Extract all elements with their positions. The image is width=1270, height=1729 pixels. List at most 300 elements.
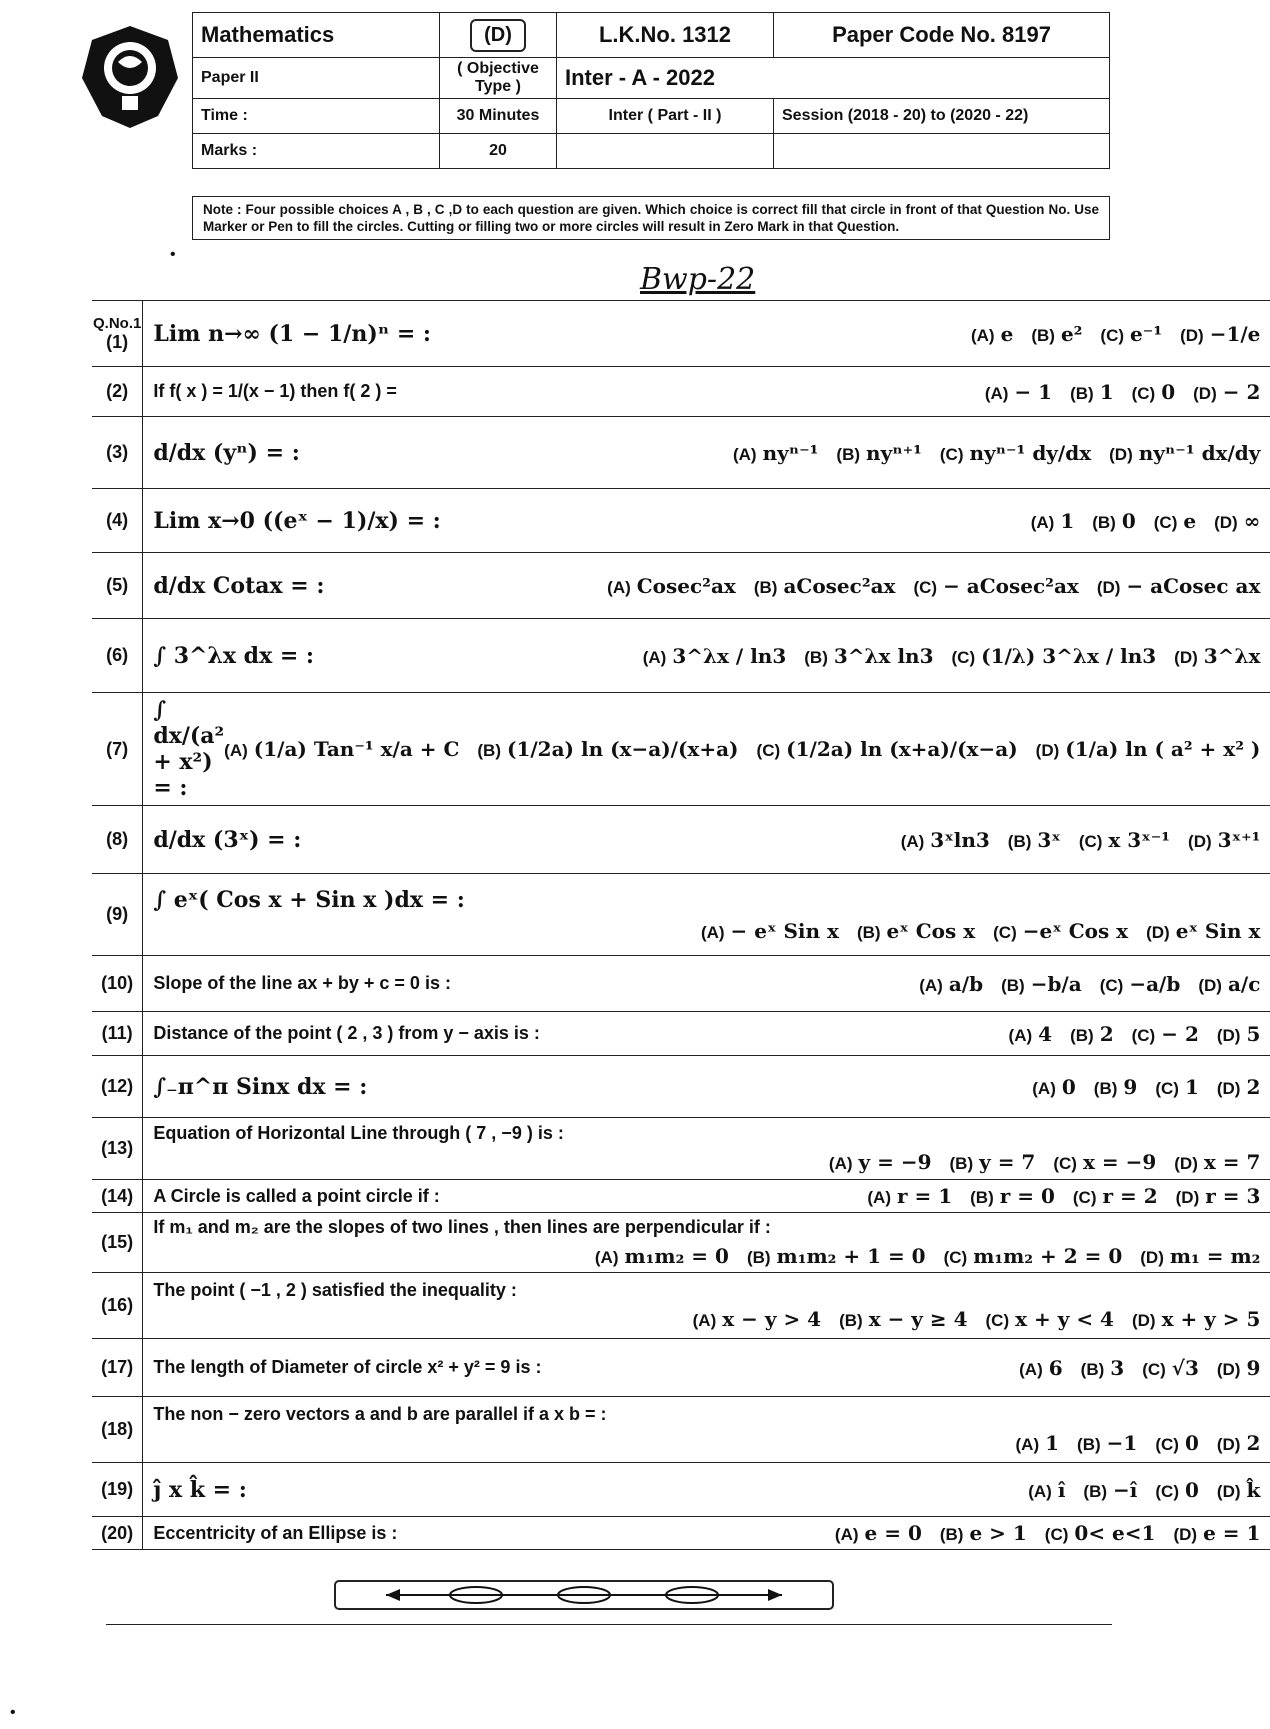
answer-option[interactable] xyxy=(1092,509,1136,533)
option-value: 2 xyxy=(1099,1021,1114,1046)
option-letter: (A) xyxy=(900,831,925,851)
answer-option[interactable] xyxy=(1001,972,1082,996)
option-value: − eˣ Sin x xyxy=(730,918,839,943)
option-letter: (B) xyxy=(1083,1481,1108,1501)
option-value: 6 xyxy=(1048,1355,1063,1380)
option-value: x − y > 4 xyxy=(722,1307,822,1331)
option-value: − aCosec ax xyxy=(1126,573,1261,598)
question-stem: ĵ x k̂ = : xyxy=(153,1476,247,1503)
answer-option[interactable] xyxy=(1094,1075,1138,1099)
answer-option[interactable] xyxy=(835,1521,922,1545)
answer-option[interactable] xyxy=(1073,1184,1158,1208)
option-value: y = −9 xyxy=(858,1150,932,1174)
option-value: 3^λx / ln3 xyxy=(672,643,787,668)
answer-option[interactable] xyxy=(1217,1478,1260,1502)
option-letter: (C) xyxy=(1142,1359,1166,1379)
question-stem: Distance of the point ( 2 , 3 ) from y − axis is : xyxy=(153,1023,540,1043)
question-number: (7) xyxy=(106,738,129,759)
question-stem: The point ( −1 , 2 ) satisfied the inequality : xyxy=(153,1280,517,1300)
option-value: î xyxy=(1057,1477,1066,1502)
answer-options xyxy=(153,1431,1260,1455)
option-value: (1/λ) 3^λx / ln3 xyxy=(981,643,1157,668)
answer-options xyxy=(835,1521,1260,1545)
answer-option[interactable] xyxy=(701,919,839,943)
answer-option[interactable] xyxy=(1155,1478,1199,1502)
answer-option[interactable] xyxy=(971,322,1013,346)
answer-option[interactable] xyxy=(1174,1150,1260,1174)
option-value: e > 1 xyxy=(969,1521,1027,1545)
subject: Mathematics xyxy=(193,13,440,58)
option-value: −1/e xyxy=(1209,321,1261,346)
option-value: 3 xyxy=(1110,1355,1125,1380)
option-value: e = 1 xyxy=(1203,1521,1261,1545)
question-row xyxy=(92,1118,1270,1180)
time-value: 30 Minutes xyxy=(440,99,557,134)
question-number: (19) xyxy=(101,1479,134,1499)
option-value: x + y > 5 xyxy=(1161,1307,1261,1331)
answer-option[interactable] xyxy=(901,828,990,852)
option-value: k̂ xyxy=(1246,1477,1261,1502)
option-letter: (D) xyxy=(1035,741,1060,760)
option-value: nyⁿ⁻¹ xyxy=(762,440,819,465)
answer-options xyxy=(1009,1022,1261,1046)
option-letter: (A) xyxy=(642,647,667,667)
session: Session (2018 - 20) to (2020 - 22) xyxy=(774,99,1110,134)
answer-option[interactable] xyxy=(1079,828,1170,852)
answer-options xyxy=(224,737,1260,761)
answer-option[interactable] xyxy=(1016,1431,1060,1455)
option-letter: (C) xyxy=(1044,1525,1069,1544)
option-letter: (D) xyxy=(1180,325,1204,345)
question-number: (17) xyxy=(101,1357,134,1377)
question-number: (2) xyxy=(106,381,129,401)
question-number: (16) xyxy=(101,1295,134,1315)
handwritten-annotation: Bwp-22 xyxy=(640,262,756,297)
answer-option[interactable] xyxy=(1008,828,1061,852)
option-letter: (B) xyxy=(1031,325,1055,345)
answer-option[interactable] xyxy=(1188,828,1260,852)
question-number: (20) xyxy=(101,1522,134,1543)
answer-option[interactable] xyxy=(477,737,738,761)
answer-options xyxy=(153,919,1260,943)
question-stem: ∫₋π^π Sinx dx = : xyxy=(153,1073,368,1100)
answer-option[interactable] xyxy=(1155,1431,1199,1455)
answer-option[interactable] xyxy=(1031,322,1082,346)
answer-option[interactable] xyxy=(1217,1022,1261,1046)
question-number: (14) xyxy=(101,1185,134,1206)
question-stem: If f( x ) = 1/(x − 1) then f( 2 ) = xyxy=(153,381,397,401)
question-row xyxy=(92,367,1270,417)
option-letter: (D) xyxy=(1214,512,1238,532)
question-row xyxy=(92,1397,1270,1463)
option-value: 3^λx ln3 xyxy=(833,643,934,668)
question-number: (13) xyxy=(101,1138,134,1158)
question-number: (15) xyxy=(101,1232,134,1252)
paper-number: Paper II xyxy=(193,58,440,99)
option-value: nyⁿ⁺¹ xyxy=(866,440,922,465)
option-value: m₁m₂ + 2 = 0 xyxy=(973,1244,1123,1268)
option-value: −b/a xyxy=(1030,971,1082,996)
answer-option[interactable] xyxy=(1100,972,1181,996)
answer-options xyxy=(867,1184,1260,1208)
option-value: − 1 xyxy=(1014,379,1053,404)
option-value: (1/2a) ln (x−a)/(x+a) xyxy=(507,737,739,761)
option-value: eˣ Sin x xyxy=(1175,918,1261,943)
option-value: x − y ≥ 4 xyxy=(868,1307,968,1331)
option-value: e⁻¹ xyxy=(1130,321,1163,346)
option-letter: (D) xyxy=(1173,1525,1198,1544)
option-letter: (B) xyxy=(836,444,861,464)
question-row xyxy=(92,956,1270,1012)
answer-option[interactable] xyxy=(829,1150,932,1174)
answer-option[interactable] xyxy=(1193,380,1260,404)
answer-option[interactable] xyxy=(1174,644,1260,668)
answer-option[interactable] xyxy=(224,737,459,761)
answer-option[interactable] xyxy=(757,737,1018,761)
option-letter: (A) xyxy=(732,444,757,464)
marks-value: 20 xyxy=(440,134,557,169)
answer-options xyxy=(971,322,1260,346)
option-value: 3^λx xyxy=(1203,643,1261,668)
answer-option[interactable] xyxy=(1198,972,1260,996)
option-value: y = 7 xyxy=(979,1150,1036,1174)
answer-option[interactable] xyxy=(1217,1075,1261,1099)
option-letter: (C) xyxy=(913,577,938,597)
option-letter: (A) xyxy=(970,325,995,345)
option-value: 0 xyxy=(1161,379,1176,404)
option-letter: (B) xyxy=(746,1248,771,1267)
answer-option[interactable] xyxy=(1077,1431,1137,1455)
question-number: (11) xyxy=(101,1023,133,1043)
option-value: 0 xyxy=(1184,1431,1199,1455)
answer-option[interactable] xyxy=(733,441,818,465)
answer-option[interactable] xyxy=(1132,380,1176,404)
question-stem: Eccentricity of an Ellipse is : xyxy=(153,1522,398,1543)
option-value: √3 xyxy=(1171,1355,1199,1380)
option-letter: (B) xyxy=(856,922,881,942)
answer-option[interactable] xyxy=(944,1244,1123,1268)
question-stem: d/dx (3ˣ) = : xyxy=(153,826,302,853)
question-row xyxy=(92,619,1270,693)
answer-option[interactable] xyxy=(595,1244,729,1268)
option-value: 3ˣ⁺¹ xyxy=(1217,827,1261,852)
question-row xyxy=(92,1012,1270,1056)
answer-options xyxy=(919,972,1260,996)
option-value: −1 xyxy=(1106,1431,1138,1455)
answer-option[interactable] xyxy=(867,1184,952,1208)
option-letter: (D) xyxy=(1096,577,1121,597)
question-stem: d/dx Cotax = : xyxy=(153,572,325,599)
option-letter: (C) xyxy=(756,741,781,760)
option-value: 5 xyxy=(1246,1021,1261,1046)
option-value: e = 0 xyxy=(864,1521,922,1545)
option-letter: (B) xyxy=(839,1311,863,1330)
option-value: m₁m₂ + 1 = 0 xyxy=(776,1244,926,1268)
option-value: x = 7 xyxy=(1203,1150,1261,1174)
question-stem: ∫ 3^λx dx = : xyxy=(153,642,315,669)
option-value: ∞ xyxy=(1243,508,1261,533)
option-value: e xyxy=(1183,508,1197,533)
option-letter: (B) xyxy=(804,647,828,667)
option-letter: (C) xyxy=(1155,1435,1179,1454)
option-value: 1 xyxy=(1184,1074,1199,1099)
time-label: Time : xyxy=(193,99,440,134)
option-value: eˣ Cos x xyxy=(886,918,976,943)
option-value: 4 xyxy=(1038,1021,1053,1046)
answer-options xyxy=(1032,1075,1260,1099)
question-group-label: Q.No.1 xyxy=(93,314,142,332)
answer-option[interactable] xyxy=(913,574,1078,598)
option-value: 3ˣln3 xyxy=(930,827,990,852)
answer-option[interactable] xyxy=(836,441,921,465)
option-letter: (D) xyxy=(1174,1154,1198,1173)
question-row xyxy=(92,1213,1270,1273)
question-stem: Lim x→0 ((eˣ − 1)/x) = : xyxy=(153,507,441,534)
question-row xyxy=(92,1517,1270,1550)
answer-option[interactable] xyxy=(1019,1356,1063,1380)
answer-option[interactable] xyxy=(857,919,975,943)
answer-option[interactable] xyxy=(986,1307,1114,1331)
option-value: 9 xyxy=(1123,1074,1138,1099)
answer-options xyxy=(153,1244,1260,1268)
answer-option[interactable] xyxy=(607,574,736,598)
option-letter: (B) xyxy=(1007,831,1032,851)
question-row xyxy=(92,301,1270,367)
option-value: − 2 xyxy=(1222,379,1261,404)
answer-option[interactable] xyxy=(1070,1022,1114,1046)
option-value: 0 xyxy=(1185,1477,1199,1502)
question-stem: Equation of Horizontal Line through ( 7 , −9 ) is : xyxy=(153,1123,564,1143)
answer-option[interactable] xyxy=(1081,1356,1125,1380)
answer-option[interactable] xyxy=(1154,509,1196,533)
answer-option[interactable] xyxy=(952,644,1157,668)
bottom-rule xyxy=(106,1624,1112,1625)
exam-name: Inter - A - 2022 xyxy=(557,58,1110,99)
answer-options xyxy=(607,574,1260,598)
question-stem: The non − zero vectors a and b are parallel if a x b = : xyxy=(153,1404,607,1424)
answer-option[interactable] xyxy=(1053,1150,1156,1174)
question-stem: d/dx (yⁿ) = : xyxy=(153,439,300,466)
option-letter: (C) xyxy=(1099,975,1124,995)
option-letter: (C) xyxy=(951,647,976,667)
question-row xyxy=(92,1180,1270,1213)
option-value: e² xyxy=(1060,321,1083,346)
option-letter: (C) xyxy=(939,444,964,464)
answer-option[interactable] xyxy=(950,1150,1036,1174)
answer-options xyxy=(1028,1478,1260,1502)
option-letter: (A) xyxy=(919,975,943,995)
option-letter: (A) xyxy=(594,1248,619,1267)
question-stem: If m₁ and m₂ are the slopes of two lines , then lines are perpendicular if : xyxy=(153,1217,771,1237)
group-label: (D) xyxy=(470,19,526,52)
answer-option[interactable] xyxy=(1083,1478,1137,1502)
option-letter: (C) xyxy=(985,1311,1010,1330)
option-letter: (B) xyxy=(477,741,501,760)
question-row xyxy=(92,489,1270,553)
option-letter: (B) xyxy=(1092,512,1116,532)
option-value: (1/2a) ln (x+a)/(x−a) xyxy=(786,737,1018,761)
answer-option[interactable] xyxy=(1217,1431,1261,1455)
paper-header-table xyxy=(192,12,1110,169)
answer-option[interactable] xyxy=(1009,1022,1053,1046)
option-letter: (A) xyxy=(1015,1435,1040,1454)
option-letter: (A) xyxy=(1032,1078,1056,1098)
question-number: (4) xyxy=(106,510,129,530)
option-letter: (A) xyxy=(224,741,248,760)
option-value: 2 xyxy=(1246,1074,1261,1099)
answer-option[interactable] xyxy=(1217,1356,1261,1380)
answer-option[interactable] xyxy=(839,1307,967,1331)
option-letter: (D) xyxy=(1216,1025,1241,1045)
option-value: −a/b xyxy=(1129,971,1181,996)
answer-option[interactable] xyxy=(970,1184,1055,1208)
option-letter: (C) xyxy=(1072,1188,1097,1207)
instructions-note: Note : Four possible choices A , B , C ,D to each question are given. Which choice is correct fill that circle in front of that Question No. Use Marker or Pen to fill the circles. Cutting or filling two or more circles will result in Zero Mark in that Question. xyxy=(192,196,1110,240)
answer-option[interactable] xyxy=(1097,574,1261,598)
answer-option[interactable] xyxy=(1173,1521,1260,1545)
question-row xyxy=(92,1463,1270,1517)
answer-option[interactable] xyxy=(1142,1356,1199,1380)
option-value: nyⁿ⁻¹ dy/dx xyxy=(969,440,1092,465)
answer-option[interactable] xyxy=(1070,380,1114,404)
answer-option[interactable] xyxy=(1176,1184,1261,1208)
option-letter: (A) xyxy=(700,922,725,942)
option-letter: (D) xyxy=(1216,1359,1241,1379)
answer-option[interactable] xyxy=(1155,1075,1199,1099)
option-value: 1 xyxy=(1045,1431,1060,1455)
option-value: r = 1 xyxy=(897,1184,953,1208)
question-number: (6) xyxy=(106,645,129,665)
option-value: 9 xyxy=(1246,1355,1261,1380)
question-stem: ∫ eˣ( Cos x + Sin x )dx = : xyxy=(153,886,465,913)
answer-option[interactable] xyxy=(1028,1478,1065,1502)
option-value: x = −9 xyxy=(1082,1150,1157,1174)
option-letter: (A) xyxy=(692,1311,717,1330)
margin-dot: • xyxy=(10,1704,16,1721)
option-letter: (C) xyxy=(993,922,1017,942)
option-value: 2 xyxy=(1246,1431,1261,1455)
question-row xyxy=(92,417,1270,489)
answer-option[interactable] xyxy=(985,380,1052,404)
paper-code: Paper Code No. 8197 xyxy=(774,13,1110,58)
option-value: (1/a) Tan⁻¹ x/a + C xyxy=(253,737,460,761)
option-value: 0 xyxy=(1061,1074,1076,1099)
option-letter: (C) xyxy=(1155,1481,1179,1501)
option-letter: (C) xyxy=(1153,512,1178,532)
answer-option[interactable] xyxy=(1032,1075,1076,1099)
answer-option[interactable] xyxy=(1132,1022,1199,1046)
answer-option[interactable] xyxy=(1100,322,1162,346)
option-value: r = 2 xyxy=(1102,1184,1158,1208)
answer-option[interactable] xyxy=(1045,1521,1156,1545)
option-letter: (D) xyxy=(1193,383,1217,403)
option-value: (1/a) ln ( a² + x² ) xyxy=(1065,737,1261,761)
question-row xyxy=(92,874,1270,956)
question-number: (3) xyxy=(106,442,129,462)
option-value: 1 xyxy=(1099,379,1114,404)
answer-option[interactable] xyxy=(1132,1307,1260,1331)
answer-option[interactable] xyxy=(804,644,933,668)
question-number: (1) xyxy=(106,331,129,352)
option-letter: (C) xyxy=(1053,1154,1077,1173)
option-letter: (B) xyxy=(753,577,778,597)
question-stem: A Circle is called a point circle if : xyxy=(153,1185,440,1206)
option-value: Cosec²ax xyxy=(636,573,736,598)
answer-options xyxy=(1019,1356,1260,1380)
answer-options xyxy=(733,441,1260,465)
questions-table xyxy=(92,300,1270,1550)
answer-option[interactable] xyxy=(1214,509,1260,533)
option-letter: (D) xyxy=(1216,1078,1241,1098)
answer-option[interactable] xyxy=(693,1307,821,1331)
answer-option[interactable] xyxy=(1109,441,1260,465)
answer-option[interactable] xyxy=(754,574,896,598)
exam-part: Inter ( Part - II ) xyxy=(557,99,774,134)
question-number: (10) xyxy=(101,973,134,993)
answer-options xyxy=(985,380,1261,404)
option-letter: (B) xyxy=(939,1525,964,1544)
answer-option[interactable] xyxy=(993,919,1128,943)
option-letter: (A) xyxy=(984,383,1009,403)
answer-option[interactable] xyxy=(1180,322,1260,346)
option-value: 3ˣ xyxy=(1037,827,1061,852)
answer-option[interactable] xyxy=(1031,509,1075,533)
answer-option[interactable] xyxy=(940,1521,1027,1545)
option-letter: (B) xyxy=(1070,1025,1094,1045)
question-number: (9) xyxy=(106,904,129,924)
answer-options xyxy=(153,1150,1260,1174)
marks-label: Marks : xyxy=(193,134,440,169)
option-letter: (D) xyxy=(1198,975,1222,995)
option-letter: (B) xyxy=(1001,975,1025,995)
answer-options xyxy=(153,1307,1260,1331)
answer-option[interactable] xyxy=(940,441,1091,465)
option-letter: (D) xyxy=(1146,922,1170,942)
option-value: 0 xyxy=(1121,508,1136,533)
option-letter: (A) xyxy=(867,1188,891,1207)
answer-option[interactable] xyxy=(747,1244,926,1268)
answer-options xyxy=(901,828,1261,852)
paper-type: ( Objective Type ) xyxy=(440,58,557,99)
option-letter: (B) xyxy=(970,1188,994,1207)
answer-option[interactable] xyxy=(1036,737,1261,761)
option-value: m₁ = m₂ xyxy=(1169,1244,1261,1268)
question-row xyxy=(92,693,1270,806)
answer-option[interactable] xyxy=(1140,1244,1260,1268)
option-letter: (B) xyxy=(949,1154,974,1173)
option-letter: (C) xyxy=(1131,1025,1156,1045)
option-value: r = 3 xyxy=(1205,1184,1261,1208)
answer-option[interactable] xyxy=(643,644,787,668)
option-letter: (D) xyxy=(1188,831,1212,851)
option-value: x + y < 4 xyxy=(1015,1307,1114,1331)
question-stem: ∫ dx/(a² + x²) = : xyxy=(153,697,225,801)
option-letter: (A) xyxy=(1028,1481,1052,1501)
question-row xyxy=(92,806,1270,874)
question-row xyxy=(92,1056,1270,1118)
question-stem: Slope of the line ax + by + c = 0 is : xyxy=(153,973,451,993)
option-value: aCosec²ax xyxy=(783,573,896,598)
option-letter: (C) xyxy=(943,1248,968,1267)
option-letter: (A) xyxy=(834,1525,859,1544)
option-letter: (A) xyxy=(828,1154,853,1173)
answer-option[interactable] xyxy=(1146,919,1260,943)
answer-option[interactable] xyxy=(919,972,983,996)
question-row xyxy=(92,553,1270,619)
lk-number: L.K.No. 1312 xyxy=(557,13,774,58)
option-value: −î xyxy=(1113,1477,1138,1502)
option-letter: (B) xyxy=(1080,1359,1105,1379)
